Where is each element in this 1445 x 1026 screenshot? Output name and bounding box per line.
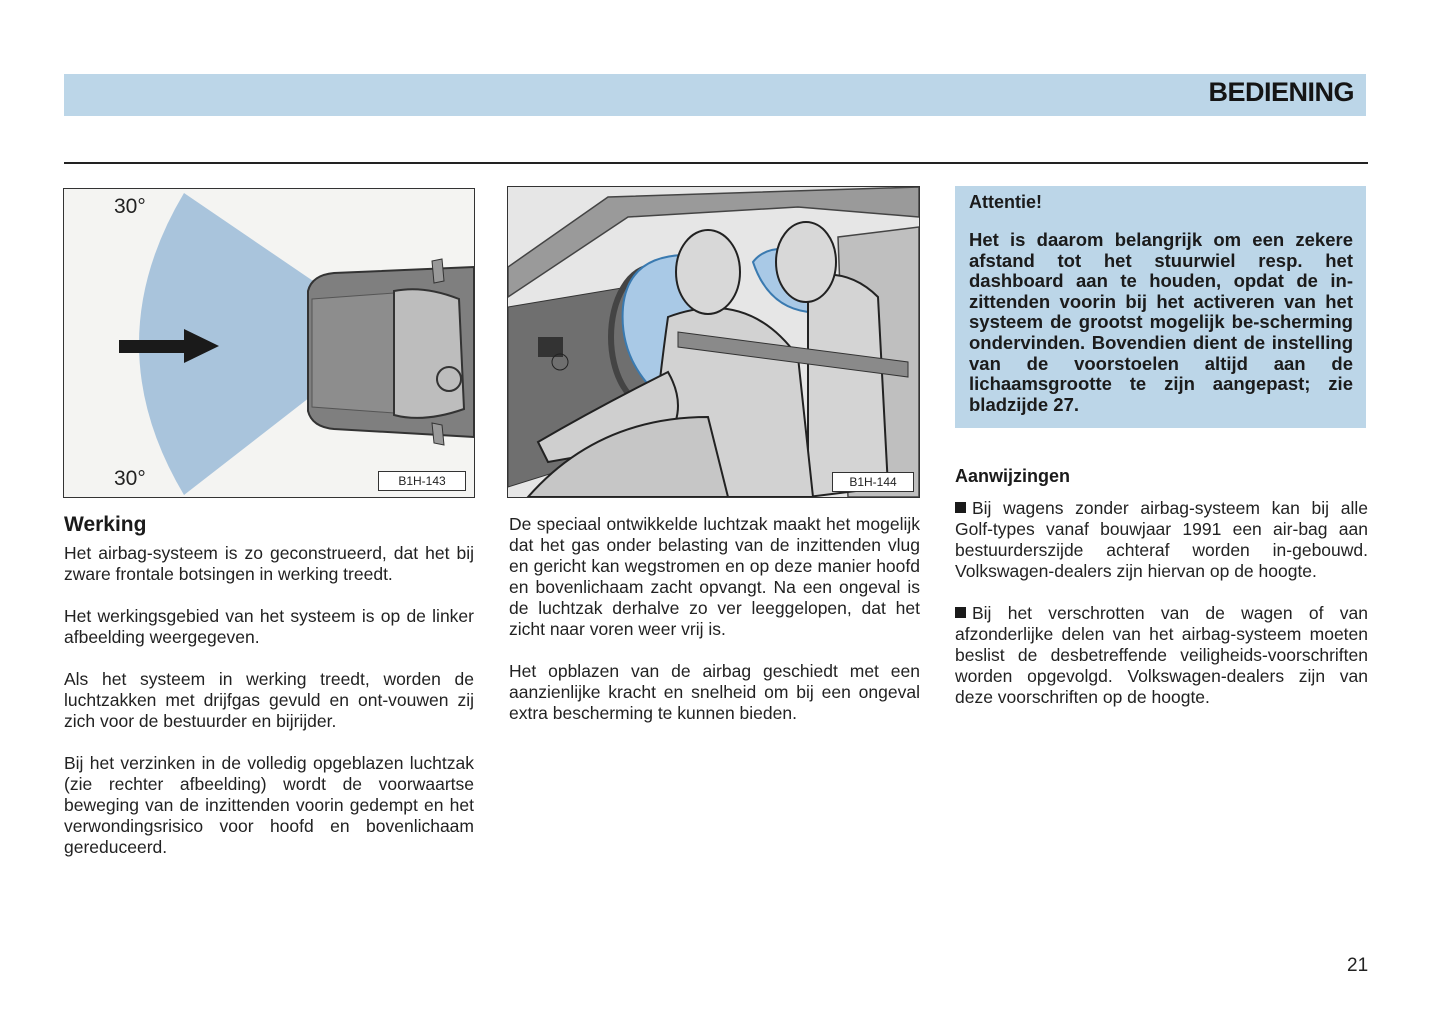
paragraph: Het werkingsgebied van het systeem is op de linker afbeelding weergegeven.	[64, 606, 474, 647]
figure-code-label: B1H-144	[832, 472, 914, 492]
activation-zone-illustration	[64, 189, 474, 497]
heading-aanwijzingen: Aanwijzingen	[955, 466, 1071, 486]
passenger-dummy-head	[776, 222, 836, 302]
arrow-shaft	[119, 340, 194, 353]
list-item: Bij het verschrotten van de wagen of van afzonderlijke delen van het airbag-systeem moeten beslist de desbetreffende veiligheids-voorschriften worden opgevolgd. Volkswagen-dealers zijn van deze voorschriften op de hoogte.	[955, 603, 1368, 707]
attention-body: Het is daarom belangrijk om een zekere afstand tot het stuurwiel resp. het dashboard aan te houden, opdat de in-zittenden voorin bij het activeren van het systeem de grootst mogelijk be-scherming ondervinden. Bovendien dient de instelling van de voorstoelen altijd aan de lichaamsgrootte te zijn aangepast; zie bladzijde 27.	[969, 229, 1353, 415]
figure-code-label: B1H-143	[378, 471, 466, 491]
page-number: 21	[1347, 955, 1369, 976]
paragraph: Het airbag-systeem is zo geconstrueerd, dat het bij zware frontale botsingen in werking treedt.	[64, 543, 474, 584]
car-windshield	[394, 289, 464, 418]
driver-dummy-head	[676, 230, 740, 314]
paragraph: Bij het verzinken in de volledig opgeblazen luchtzak (zie rechter afbeelding) wordt de voorwaartse beweging van de inzittenden voorin gedempt en het verwondingsrisico voor hoofd en bovenlichaam gereduceerd.	[64, 753, 474, 857]
angle-label-bottom: 30°	[114, 467, 146, 490]
square-bullet-icon	[955, 607, 966, 618]
paragraph: Als het systeem in werking treedt, worden de luchtzakken met drijfgas gevuld en ont-vouwen zij zich voor de bestuurder en bijrijder.	[64, 669, 474, 731]
figure-airbag-deployed	[507, 186, 920, 498]
column-luchtzak	[509, 514, 920, 745]
heading-werking: Werking	[64, 513, 147, 536]
attention-title: Attentie!	[969, 192, 1042, 212]
column-aanwijzingen	[955, 466, 1368, 729]
horizontal-rule	[64, 162, 1368, 164]
airbag-dummies-illustration	[508, 187, 919, 497]
square-bullet-icon	[955, 502, 966, 513]
section-title: BEDIENING	[1208, 77, 1354, 107]
angle-label-top: 30°	[114, 195, 146, 218]
column-werking	[64, 514, 474, 879]
figure-activation-zone	[63, 188, 475, 498]
paragraph: De speciaal ontwikkelde luchtzak maakt het mogelijk dat het gas onder belasting van de inzittenden vlug en gericht kan wegstromen en op deze manier hoofd en bovenlichaam zacht opvangt. Na een ongeval is de luchtzak derhalve zo ver leeggelopen, dat het zicht naar voren weer vrij is.	[509, 514, 920, 639]
paragraph: Het opblazen van de airbag geschiedt met een aanzienlijke kracht en snelheid om bij een ongeval extra bescherming te kunnen bieden.	[509, 661, 920, 723]
list-item: Bij wagens zonder airbag-systeem kan bij alle Golf-types vanaf bouwjaar 1991 een air-bag aan bestuurderszijde achteraf worden in-gebouwd. Volkswagen-dealers zijn hiervan op de hoogte.	[955, 498, 1368, 581]
attention-box	[955, 186, 1366, 428]
section-header-band	[64, 74, 1366, 116]
